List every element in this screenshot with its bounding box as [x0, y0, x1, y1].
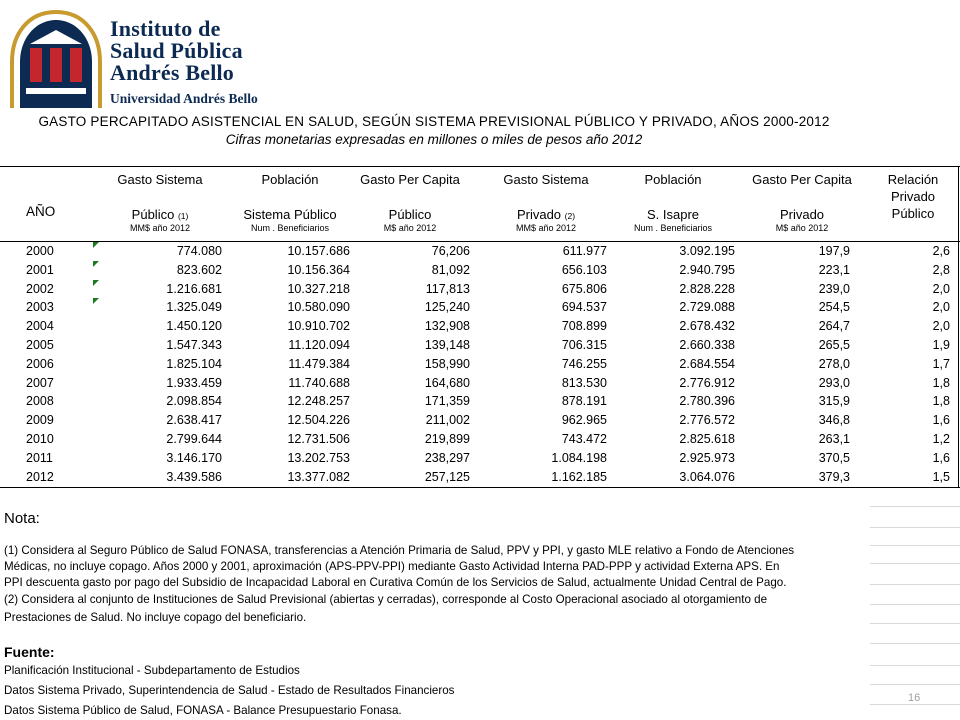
- value-cell: 2.638.417: [166, 413, 222, 428]
- value-cell: 1,9: [932, 338, 950, 352]
- institute-emblem-icon: [8, 8, 104, 110]
- value-cell: 1,8: [932, 394, 950, 409]
- value-cell: 370,5: [818, 450, 850, 465]
- value-cell: 238,297: [424, 450, 470, 465]
- value-cell: 2.729.088: [679, 300, 735, 315]
- value-cell: 813.530: [561, 375, 607, 390]
- value-cell: 1.933.459: [166, 375, 222, 390]
- year-cell: 2003: [26, 300, 54, 315]
- value-cell: 611.977: [562, 244, 607, 258]
- value-cell: 1,5: [932, 469, 950, 484]
- value-cell: 3.092.195: [679, 244, 735, 258]
- value-cell: 2.940.795: [679, 262, 735, 277]
- grid-line: [870, 527, 960, 528]
- grid-line: [870, 604, 960, 605]
- column-header-line2: [868, 189, 958, 205]
- value-cell: 10.580.090: [287, 300, 350, 315]
- note-line: (1) Considera al Seguro Público de Salud FONASA, transferencias a Atención Primaria de Salud, PPV y PPI, y gasto MLE relativo a Fondo de Atenciones: [4, 544, 795, 557]
- column-footnote-ref: (2): [564, 211, 576, 221]
- grid-line: [870, 584, 960, 585]
- value-cell: 10.157.686: [287, 244, 350, 258]
- table-row: [0, 355, 960, 374]
- value-cell: 2.780.396: [679, 394, 735, 409]
- column-header-line1: Gasto Sistema: [503, 172, 589, 187]
- value-cell: 2.660.338: [679, 338, 735, 352]
- value-cell: 117,813: [425, 281, 470, 296]
- column-header-line1: Gasto Per Capita: [360, 172, 460, 187]
- value-cell: 11.740.688: [288, 375, 350, 390]
- table-row: [0, 280, 960, 299]
- table-row: [0, 242, 960, 261]
- value-cell: 239,0: [818, 281, 850, 296]
- value-cell: 694.537: [561, 300, 607, 315]
- value-cell: 2.825.618: [679, 432, 735, 446]
- grid-line: [870, 623, 960, 624]
- logo-line-2: Salud Pública: [110, 38, 243, 63]
- value-cell: 379,3: [818, 469, 850, 484]
- year-cell: 2000: [26, 244, 54, 258]
- grid-line: [870, 665, 960, 666]
- value-cell: 132,908: [424, 319, 470, 334]
- value-cell: 219,899: [424, 432, 470, 446]
- column-header-line1: Gasto Sistema: [117, 172, 203, 187]
- value-cell: 346,8: [818, 413, 850, 428]
- value-cell: 1,6: [932, 450, 950, 465]
- grid-line: [870, 643, 960, 644]
- column-header-line1: Población: [261, 172, 319, 187]
- value-cell: 1.325.049: [166, 300, 222, 315]
- value-cell: 12.504.226: [287, 413, 350, 428]
- note-line: (2) Considera al conjunto de Instituciones de Salud Previsional (abiertas y cerradas), corresponde al Costo Operacional asociado al otorgamiento de: [4, 593, 768, 606]
- value-cell: 1.216.681: [166, 281, 222, 296]
- value-cell: 743.472: [561, 432, 607, 446]
- year-cell: 2009: [26, 413, 54, 428]
- page-title: GASTO PERCAPITADO ASISTENCIAL EN SALUD, SEGÚN SISTEMA PREVISIONAL PÚBLICO Y PRIVADO, AÑOS 2000-2012: [38, 114, 830, 129]
- value-cell: 76,206: [431, 244, 470, 258]
- value-cell: 2.925.973: [679, 450, 735, 465]
- column-header-line1: Relación: [887, 172, 939, 187]
- note-line: PPI descuenta gasto por pago del Subsidio de Incapacidad Laboral en Curativa Común de los Servicios de Salud, actualmente Unidad Central de Pago.: [4, 576, 787, 589]
- column-header-line1: Población: [644, 172, 702, 187]
- table-row: [0, 261, 960, 280]
- value-cell: 878.191: [561, 394, 607, 409]
- value-cell: 962.965: [561, 413, 607, 428]
- grid-line: [870, 704, 960, 705]
- value-cell: 2,0: [932, 300, 950, 315]
- column-header-line2: [95, 207, 225, 224]
- value-cell: 2.684.554: [679, 356, 735, 371]
- value-cell: 1,6: [932, 413, 950, 428]
- value-cell: 2,0: [932, 281, 950, 296]
- column-header-label: Público: [131, 207, 175, 222]
- logo-line-1: Instituto de: [110, 16, 221, 41]
- value-cell: 10.327.218: [287, 281, 350, 296]
- value-cell: 264,7: [818, 319, 850, 334]
- value-cell: 1,2: [932, 432, 950, 446]
- cell-comment-marker-icon: [93, 298, 99, 304]
- column-header-line2: [225, 207, 355, 223]
- table-row: [0, 298, 960, 317]
- table-row: [0, 468, 960, 487]
- column-header-label: S. Isapre: [646, 207, 700, 222]
- institute-logo: [8, 8, 258, 110]
- value-cell: 2,0: [932, 319, 950, 334]
- value-cell: 139,148: [424, 338, 470, 352]
- cell-comment-marker-icon: [93, 261, 99, 267]
- year-header: AÑO: [26, 204, 56, 219]
- value-cell: 1,7: [932, 356, 950, 371]
- value-cell: 315,9: [818, 394, 850, 409]
- table-row: [0, 336, 960, 355]
- column-header-line1: Gasto Per Capita: [752, 172, 852, 187]
- year-cell: 2001: [26, 262, 54, 277]
- value-cell: 706.315: [561, 338, 607, 352]
- year-cell: 2012: [26, 469, 54, 484]
- value-cell: 11.120.094: [288, 338, 350, 352]
- year-cell: 2005: [26, 338, 54, 352]
- note-line: Prestaciones de Salud. No incluye copago del beneficiario.: [4, 611, 307, 624]
- value-cell: 675.806: [561, 281, 607, 296]
- source-line: Datos Sistema Público de Salud, FONASA - Balance Presupuestario Fonasa.: [4, 704, 402, 717]
- value-cell: 158,990: [424, 356, 470, 371]
- logo-line-3: Andrés Bello: [110, 60, 235, 85]
- value-cell: 3.146.170: [166, 450, 222, 465]
- value-cell: 1,8: [932, 375, 950, 390]
- logo-subtitle: Universidad Andrés Bello: [110, 91, 258, 106]
- source-line: Datos Sistema Privado, Superintendencia de Salud - Estado de Resultados Financieros: [4, 684, 455, 697]
- grid-line: [870, 545, 960, 546]
- value-cell: 13.202.753: [287, 450, 350, 465]
- value-cell: 708.899: [561, 319, 607, 334]
- table-row: [0, 392, 960, 411]
- grid-line: [870, 563, 960, 564]
- value-cell: 2.799.644: [166, 432, 222, 446]
- value-cell: 1.084.198: [551, 450, 607, 465]
- value-cell: 2.776.912: [679, 375, 735, 390]
- value-cell: 13.377.082: [287, 469, 350, 484]
- value-cell: 263,1: [818, 432, 850, 446]
- value-cell: 12.248.257: [287, 394, 350, 409]
- source-line: Planificación Institucional - Subdepartamento de Estudios: [4, 664, 300, 677]
- value-cell: 2.098.854: [166, 394, 222, 409]
- notes-title: Nota:: [4, 510, 40, 527]
- value-cell: 2,6: [932, 244, 950, 258]
- table-row: [0, 374, 960, 393]
- column-footnote-ref: (1): [177, 211, 189, 221]
- year-cell: 2008: [26, 394, 54, 409]
- table-row: [0, 317, 960, 336]
- column-header-line3: Público: [891, 206, 935, 221]
- column-header-label: Público: [388, 207, 432, 222]
- year-cell: 2007: [26, 375, 54, 390]
- column-header-line2: [737, 207, 867, 223]
- value-cell: 1.450.120: [166, 319, 222, 334]
- table-row: [0, 449, 960, 468]
- note-line: Médicas, no incluye copago. Años 2000 y 2001, aproximación (APS-PPV-PPI) mediante Gasto Actividad Interna PAD-PPP y actividad Externa APS. En: [4, 560, 780, 573]
- value-cell: 2.678.432: [679, 319, 735, 334]
- year-cell: 2011: [26, 450, 53, 465]
- column-header-label: Privado: [779, 207, 825, 222]
- grid-line: [870, 506, 960, 507]
- value-cell: 12.731.506: [287, 432, 350, 446]
- column-header-label: Privado: [516, 207, 562, 222]
- value-cell: 81,092: [431, 262, 470, 277]
- value-cell: 265,5: [818, 338, 850, 352]
- value-cell: 125,240: [424, 300, 470, 315]
- value-cell: 10.910.702: [287, 319, 350, 334]
- value-cell: 171,359: [424, 394, 470, 409]
- value-cell: 197,9: [818, 244, 850, 258]
- value-cell: 11.479.384: [288, 356, 350, 371]
- value-cell: 10.156.364: [287, 262, 350, 277]
- table-top-border: [0, 166, 960, 167]
- cell-comment-marker-icon: [93, 280, 99, 286]
- value-cell: 1.547.343: [166, 338, 222, 352]
- column-header-label: Sistema Público: [243, 207, 337, 222]
- column-unit: M$ año 2012: [383, 223, 437, 233]
- value-cell: 254,5: [818, 300, 850, 315]
- table-bottom-border: [0, 487, 960, 488]
- value-cell: 257,125: [424, 469, 470, 484]
- value-cell: 211,002: [425, 413, 470, 428]
- column-unit: MM$ año 2012: [129, 223, 191, 233]
- value-cell: 2,8: [932, 262, 950, 277]
- year-cell: 2010: [26, 432, 54, 446]
- value-cell: 3.064.076: [679, 469, 735, 484]
- value-cell: 823.602: [176, 262, 222, 277]
- value-cell: 774.080: [176, 244, 222, 258]
- year-cell: 2006: [26, 356, 54, 371]
- year-cell: 2004: [26, 319, 54, 334]
- table-row: [0, 411, 960, 430]
- column-unit: Num . Beneficiarios: [250, 223, 330, 233]
- column-unit: M$ año 2012: [775, 223, 829, 233]
- column-header-line2: [608, 207, 738, 223]
- page-subtitle: Cifras monetarias expresadas en millones o miles de pesos año 2012: [225, 132, 643, 147]
- value-cell: 656.103: [561, 262, 607, 277]
- column-unit: Num . Beneficiarios: [633, 223, 713, 233]
- value-cell: 2.828.228: [679, 281, 735, 296]
- value-cell: 293,0: [818, 375, 850, 390]
- grid-line: [870, 684, 960, 685]
- year-cell: 2002: [26, 281, 54, 296]
- value-cell: 1.825.104: [166, 356, 222, 371]
- value-cell: 746.255: [561, 356, 607, 371]
- value-cell: 278,0: [818, 356, 850, 371]
- value-cell: 3.439.586: [166, 469, 222, 484]
- page-number: 16: [908, 692, 921, 704]
- value-cell: 2.776.572: [679, 413, 735, 428]
- value-cell: 223,1: [818, 262, 850, 277]
- value-cell: 164,680: [424, 375, 470, 390]
- cell-comment-marker-icon: [93, 242, 99, 248]
- column-header-label: Privado: [890, 189, 936, 204]
- column-header-line2: [355, 207, 465, 223]
- value-cell: 1.162.185: [551, 469, 607, 484]
- sources-title: Fuente:: [4, 644, 55, 660]
- table-row: [0, 430, 960, 449]
- column-header-line2: [481, 207, 611, 224]
- column-unit: MM$ año 2012: [515, 223, 577, 233]
